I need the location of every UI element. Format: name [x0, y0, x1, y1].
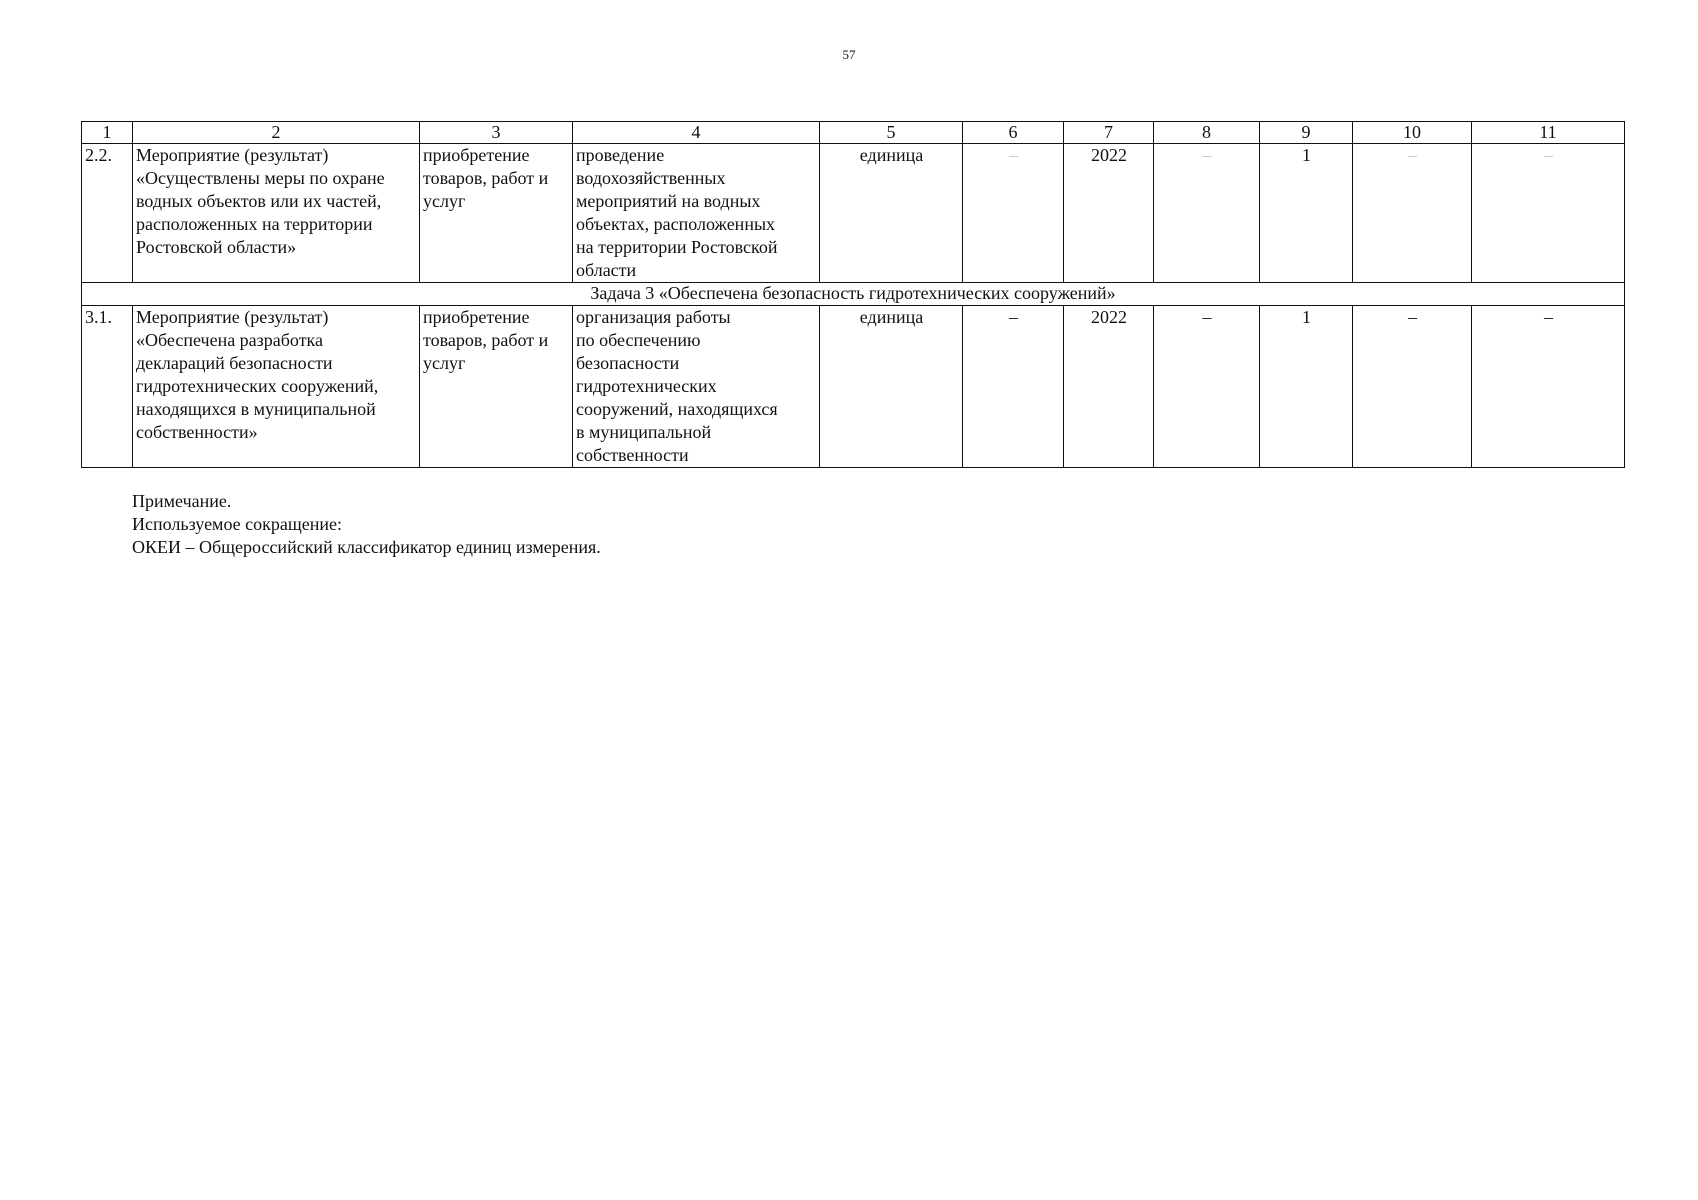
table-row-2-2	[82, 144, 1625, 283]
note-abbreviation: ОКЕИ – Общероссийский классификатор единиц измерения.	[132, 537, 601, 557]
task-row-3	[82, 283, 1625, 306]
value-cell: 1	[1260, 144, 1353, 283]
text-line: деклараций безопасности	[136, 353, 333, 373]
text-line: услуг	[423, 353, 466, 373]
task-title: Задача 3 «Обеспечена безопасность гидротехнических сооружений»	[82, 283, 1625, 306]
text-line: водных объектов или их частей,	[136, 191, 382, 211]
note-block	[132, 490, 601, 559]
cell-col-11: –	[1472, 306, 1625, 468]
text-line: водохозяйственных	[576, 168, 726, 188]
page-number: 57	[842, 47, 856, 62]
text-line: Ростовской области»	[136, 237, 297, 257]
cell-col-6: –	[963, 144, 1064, 283]
col-header-2: 2	[133, 122, 420, 144]
text-line: приобретение	[423, 307, 530, 327]
cell-col-10: –	[1353, 306, 1472, 468]
text-line: гидротехнических	[576, 376, 717, 396]
text-line: расположенных на территории	[136, 214, 373, 234]
activity-description	[573, 144, 820, 283]
cell-col-11: –	[1472, 144, 1625, 283]
note-heading: Примечание.	[132, 491, 232, 511]
col-header-5: 5	[820, 122, 963, 144]
value-cell: 1	[1260, 306, 1353, 468]
table-row-3-1	[82, 306, 1625, 468]
text-line: безопасности	[576, 353, 680, 373]
col-header-1: 1	[82, 122, 133, 144]
text-line: находящихся в муниципальной	[136, 399, 376, 419]
text-line: Мероприятие (результат)	[136, 145, 329, 165]
text-line: по обеспечению	[576, 330, 701, 350]
activities-table	[81, 121, 1625, 468]
text-line: собственности»	[136, 422, 258, 442]
text-line: на территории Ростовской	[576, 237, 778, 257]
text-line: объектах, расположенных	[576, 214, 776, 234]
col-header-8: 8	[1154, 122, 1260, 144]
cell-col-8: –	[1154, 144, 1260, 283]
unit-cell: единица	[820, 144, 963, 283]
text-line: «Осуществлены меры по охране	[136, 168, 385, 188]
row-number: 3.1.	[82, 306, 133, 468]
col-header-4: 4	[573, 122, 820, 144]
column-numbers-row	[82, 122, 1625, 144]
note-subheading: Используемое сокращение:	[132, 514, 342, 534]
text-line: проведение	[576, 145, 665, 165]
cell-col-6: –	[963, 306, 1064, 468]
col-header-7: 7	[1064, 122, 1154, 144]
text-line: в муниципальной	[576, 422, 712, 442]
text-line: области	[576, 260, 637, 280]
text-line: гидротехнических сооружений,	[136, 376, 379, 396]
activity-type	[420, 306, 573, 468]
text-line: организация работы	[576, 307, 731, 327]
col-header-6: 6	[963, 122, 1064, 144]
row-number: 2.2.	[82, 144, 133, 283]
cell-col-8: –	[1154, 306, 1260, 468]
activity-description	[573, 306, 820, 468]
activity-name	[133, 144, 420, 283]
text-line: приобретение	[423, 145, 530, 165]
col-header-9: 9	[1260, 122, 1353, 144]
activity-type	[420, 144, 573, 283]
col-header-11: 11	[1472, 122, 1625, 144]
text-line: собственности	[576, 445, 689, 465]
col-header-3: 3	[420, 122, 573, 144]
text-line: товаров, работ и	[423, 330, 549, 350]
unit-cell: единица	[820, 306, 963, 468]
year-cell: 2022	[1064, 144, 1154, 283]
text-line: Мероприятие (результат)	[136, 307, 329, 327]
text-line: товаров, работ и	[423, 168, 549, 188]
text-line: услуг	[423, 191, 466, 211]
text-line: сооружений, находящихся	[576, 399, 778, 419]
activity-name	[133, 306, 420, 468]
text-line: мероприятий на водных	[576, 191, 761, 211]
cell-col-10: –	[1353, 144, 1472, 283]
col-header-10: 10	[1353, 122, 1472, 144]
text-line: «Обеспечена разработка	[136, 330, 324, 350]
year-cell: 2022	[1064, 306, 1154, 468]
